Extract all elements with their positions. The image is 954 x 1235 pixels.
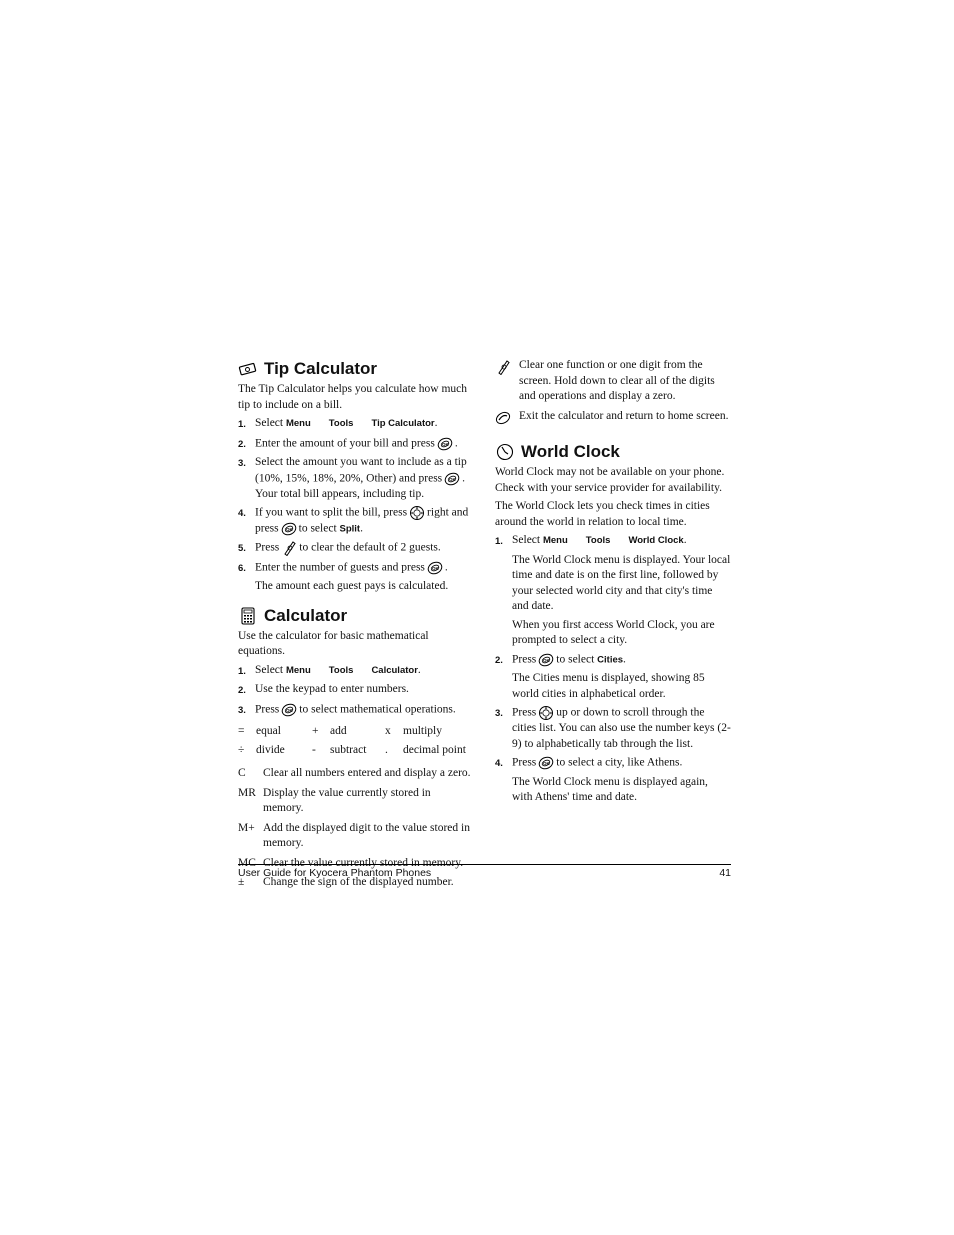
ok-key-icon <box>427 560 443 576</box>
world-clock-intro-2: The World Clock lets you check times in cities around the world in relation to local time. <box>495 500 710 528</box>
calc-step-1: 1. Select Menu Tools Calculator. <box>238 663 421 677</box>
end-key-icon <box>495 410 511 426</box>
world-step-3: 3. Press up or down to scroll through the cities list. You can also use the number keys (2-9) to alphabetically tab through the list. <box>495 706 731 750</box>
calculator-icon <box>238 606 258 626</box>
ok-key-icon <box>281 702 297 718</box>
tip-step-6: 6. Enter the number of guests and press . <box>238 561 448 574</box>
world-step-1-note-1: The World Clock menu is displayed. Your local time and date is on the first line, followed by your selected world city and that city's time and date. <box>512 553 731 612</box>
nav-key-icon <box>409 505 425 521</box>
footer-title: User Guide for Kyocera Phantom Phones <box>238 867 432 879</box>
menu-label: Menu <box>542 535 568 546</box>
tip-calculator-heading: Tip Calculator <box>238 358 473 380</box>
calculator-intro: Use the calculator for basic mathematical equations. <box>238 629 429 658</box>
page-number: 41 <box>719 867 731 879</box>
clear-key-icon <box>495 359 511 375</box>
world-step-2: 2. Press to select Cities. <box>495 653 626 666</box>
split-option: Split <box>339 523 361 535</box>
key-row-mr: MR Display the value currently stored in memory. <box>238 786 431 815</box>
world-clock-icon <box>495 442 515 462</box>
ok-key-icon <box>281 521 297 537</box>
key-row-c: C Clear all numbers entered and display a zero. <box>238 767 471 780</box>
menu-label: Menu <box>285 418 311 429</box>
clear-key-icon <box>281 540 297 556</box>
tip-step-4: 4. If you want to split the bill, press right and press to select Split. <box>238 505 473 537</box>
tip-calculator-icon <box>238 359 258 379</box>
tip-step-3: 3. Select the amount you want to include as a tip (10%, 15%, 18%, 20%, Other) and press . Your total bill appears, including tip. <box>238 456 467 500</box>
calc-step-3: 3. Press to select mathematical operations. <box>238 703 456 716</box>
ok-key-icon <box>538 755 554 771</box>
calculator-heading: Calculator <box>238 605 473 627</box>
world-step-4: 4. Press to select a city, like Athens. <box>495 756 683 770</box>
end-key-row: Exit the calculator and return to home screen. <box>495 409 731 432</box>
tip-intro: The Tip Calculator helps you calculate how much tip to include on a bill. <box>238 383 467 411</box>
world-step-1: 1. Select Menu Tools World Clock. <box>495 534 687 547</box>
left-column <box>238 358 473 895</box>
world-clock-intro-1: World Clock may not be available on your phone. Check with your service provider for availability. <box>495 466 725 494</box>
clear-key-row: Clear one function or one digit from the screen. Hold down to clear all of the digits and operations and display a zero. <box>495 358 731 405</box>
ok-key-icon <box>538 652 554 668</box>
operations-table: = equal + add x multiply ÷ divide - subtract . decimal point <box>238 725 466 757</box>
world-step-2-note: The Cities menu is displayed, showing 85 world cities in alphabetical order. <box>512 672 705 700</box>
tip-result-note: The amount each guest pays is calculated. <box>255 580 449 593</box>
calc-step-2: 2. Use the keypad to enter numbers. <box>238 683 409 697</box>
key-row-mplus: M+ Add the displayed digit to the value stored in memory. <box>238 821 470 850</box>
calculator-label: Calculator <box>371 664 418 676</box>
menu-label: Menu <box>285 664 311 676</box>
tools-label: Tools <box>328 418 354 429</box>
right-column <box>495 358 731 809</box>
ok-key-icon <box>444 471 460 487</box>
tip-step-1: 1. Select Menu Tools Tip Calculator. <box>238 417 438 430</box>
ok-key-icon <box>437 436 453 452</box>
world-step-1-note-2: When you first access World Clock, you are prompted to select a city. <box>512 618 715 646</box>
tip-step-2: 2. Enter the amount of your bill and press . <box>238 437 458 450</box>
tip-step-5: 5. Press to clear the default of 2 guests. <box>238 542 441 555</box>
nav-key-icon <box>538 705 554 721</box>
page-footer <box>238 864 731 879</box>
tools-label: Tools <box>328 664 354 676</box>
world-clock-label: World Clock <box>628 535 684 546</box>
world-step-4-note: The World Clock menu is displayed again, with Athens' time and date. <box>512 775 708 804</box>
cities-option: Cities <box>597 654 624 666</box>
tools-label: Tools <box>585 535 611 546</box>
world-clock-heading: World Clock <box>495 441 731 463</box>
tip-calculator-label: Tip Calculator <box>371 418 435 429</box>
key-row-mc: MC Clear the value currently stored in memory. <box>238 856 464 869</box>
key-row-sign: ± Change the sign of the displayed number. <box>238 876 454 889</box>
